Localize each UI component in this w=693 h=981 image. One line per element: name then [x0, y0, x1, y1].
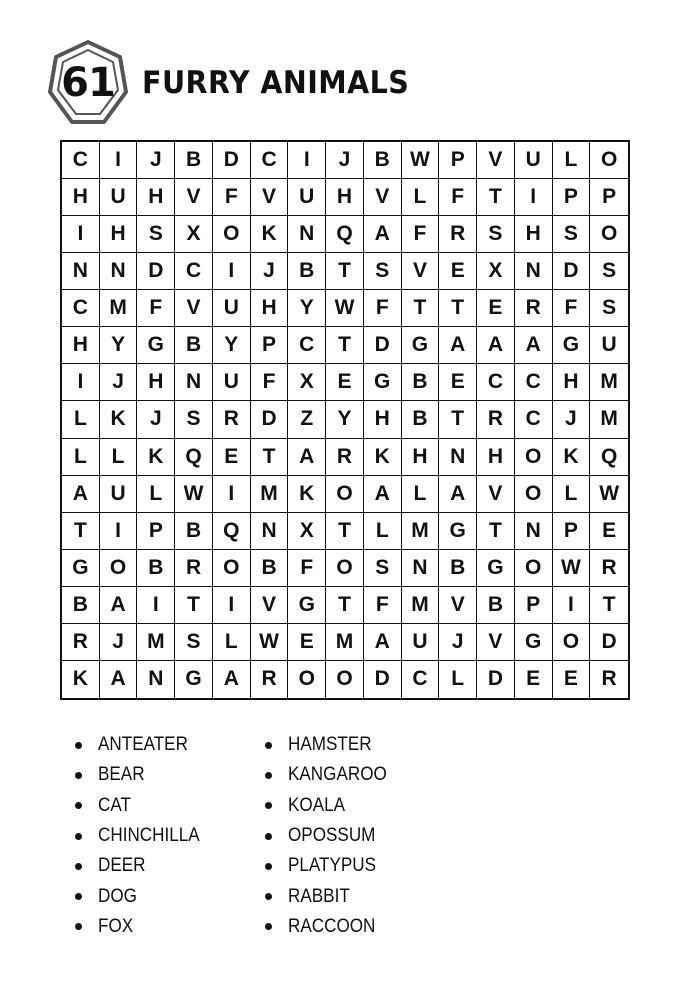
- grid-cell[interactable]: O: [326, 661, 364, 698]
- grid-cell[interactable]: Y: [213, 327, 251, 364]
- grid-cell[interactable]: K: [137, 439, 175, 476]
- grid-cell[interactable]: S: [364, 253, 402, 290]
- grid-cell[interactable]: V: [477, 142, 515, 179]
- grid-cell[interactable]: D: [364, 661, 402, 698]
- grid-cell[interactable]: C: [62, 142, 100, 179]
- grid-cell[interactable]: Z: [288, 401, 326, 438]
- grid-cell[interactable]: M: [402, 587, 440, 624]
- grid-cell[interactable]: O: [515, 476, 553, 513]
- grid-cell[interactable]: V: [477, 624, 515, 661]
- grid-cell[interactable]: E: [326, 364, 364, 401]
- bullet-dot-icon: [265, 772, 272, 779]
- grid-cell[interactable]: K: [100, 401, 138, 438]
- grid-cell[interactable]: G: [62, 550, 100, 587]
- grid-cell[interactable]: T: [326, 513, 364, 550]
- bullet-dot-icon: [75, 893, 82, 900]
- grid-cell[interactable]: G: [515, 624, 553, 661]
- puzzle-header: [46, 37, 433, 129]
- grid-cell[interactable]: H: [137, 179, 175, 216]
- grid-cell[interactable]: I: [213, 476, 251, 513]
- grid-cell[interactable]: Q: [175, 439, 213, 476]
- grid-cell[interactable]: A: [364, 476, 402, 513]
- grid-cell[interactable]: O: [213, 550, 251, 587]
- bullet-dot-icon: [75, 923, 82, 930]
- grid-cell[interactable]: T: [439, 401, 477, 438]
- grid-cell[interactable]: Y: [100, 327, 138, 364]
- grid-cell[interactable]: N: [175, 364, 213, 401]
- grid-cell[interactable]: F: [439, 179, 477, 216]
- word-list-item: [75, 881, 265, 911]
- word-list-item: [75, 730, 265, 760]
- grid-cell[interactable]: R: [477, 401, 515, 438]
- word-label: BEAR: [98, 764, 145, 786]
- grid-cell[interactable]: E: [439, 253, 477, 290]
- grid-cell[interactable]: V: [251, 179, 289, 216]
- bullet-dot-icon: [75, 833, 82, 840]
- grid-cell[interactable]: T: [62, 513, 100, 550]
- grid-cell[interactable]: O: [213, 216, 251, 253]
- puzzle-number-badge: [46, 38, 130, 128]
- grid-cell[interactable]: S: [477, 216, 515, 253]
- grid-cell[interactable]: N: [515, 513, 553, 550]
- grid-cell[interactable]: U: [590, 327, 628, 364]
- grid-cell[interactable]: B: [439, 550, 477, 587]
- grid-cell[interactable]: M: [137, 624, 175, 661]
- grid-cell[interactable]: D: [553, 253, 591, 290]
- grid-cell[interactable]: H: [364, 401, 402, 438]
- word-list-item: [75, 821, 265, 851]
- word-list-item: [265, 791, 455, 821]
- word-list-item: [75, 912, 265, 942]
- grid-cell[interactable]: A: [477, 327, 515, 364]
- grid-cell[interactable]: T: [477, 513, 515, 550]
- grid-cell[interactable]: N: [439, 439, 477, 476]
- grid-cell[interactable]: X: [288, 364, 326, 401]
- word-list-item: [265, 912, 455, 942]
- grid-cell[interactable]: J: [326, 142, 364, 179]
- grid-cell[interactable]: J: [439, 624, 477, 661]
- grid-cell[interactable]: I: [213, 253, 251, 290]
- grid-cell[interactable]: L: [439, 661, 477, 698]
- grid-cell[interactable]: L: [402, 476, 440, 513]
- grid-cell[interactable]: U: [515, 142, 553, 179]
- grid-cell[interactable]: B: [402, 364, 440, 401]
- grid-cell[interactable]: D: [364, 327, 402, 364]
- word-label: KANGAROO: [288, 764, 387, 786]
- word-label: CAT: [98, 794, 131, 816]
- grid-cell[interactable]: T: [326, 327, 364, 364]
- grid-cell[interactable]: Q: [326, 216, 364, 253]
- grid-cell[interactable]: O: [553, 624, 591, 661]
- grid-cell[interactable]: X: [477, 253, 515, 290]
- grid-cell[interactable]: G: [288, 587, 326, 624]
- grid-cell[interactable]: L: [402, 179, 440, 216]
- grid-cell[interactable]: B: [62, 587, 100, 624]
- word-label: OPOSSUM: [288, 825, 376, 847]
- grid-cell[interactable]: A: [439, 327, 477, 364]
- grid-cell[interactable]: B: [175, 142, 213, 179]
- word-label: KOALA: [288, 794, 346, 816]
- grid-cell[interactable]: C: [477, 364, 515, 401]
- word-list-item: [265, 730, 455, 760]
- grid-cell[interactable]: J: [137, 401, 175, 438]
- grid-cell[interactable]: A: [439, 476, 477, 513]
- grid-cell[interactable]: B: [402, 401, 440, 438]
- grid-cell[interactable]: S: [175, 624, 213, 661]
- grid-cell[interactable]: O: [590, 216, 628, 253]
- grid-cell[interactable]: U: [100, 179, 138, 216]
- grid-cell[interactable]: N: [100, 253, 138, 290]
- word-list-left-column: [75, 730, 265, 942]
- grid-cell[interactable]: L: [100, 439, 138, 476]
- grid-cell[interactable]: S: [590, 253, 628, 290]
- grid-cell[interactable]: I: [553, 587, 591, 624]
- grid-cell[interactable]: W: [402, 142, 440, 179]
- grid-cell[interactable]: T: [326, 587, 364, 624]
- bullet-dot-icon: [265, 742, 272, 749]
- grid-cell[interactable]: S: [137, 216, 175, 253]
- grid-cell[interactable]: S: [590, 290, 628, 327]
- grid-cell[interactable]: C: [288, 327, 326, 364]
- grid-cell[interactable]: E: [477, 290, 515, 327]
- word-label: DEER: [98, 855, 146, 877]
- grid-cell[interactable]: I: [100, 142, 138, 179]
- grid-cell[interactable]: P: [137, 513, 175, 550]
- grid-cell[interactable]: E: [439, 364, 477, 401]
- grid-cell[interactable]: E: [213, 439, 251, 476]
- grid-cell[interactable]: A: [62, 476, 100, 513]
- grid-cell[interactable]: I: [288, 142, 326, 179]
- grid-cell[interactable]: C: [62, 290, 100, 327]
- bullet-dot-icon: [75, 802, 82, 809]
- grid-cell[interactable]: R: [439, 216, 477, 253]
- grid-cell[interactable]: E: [553, 661, 591, 698]
- grid-cell[interactable]: J: [100, 624, 138, 661]
- grid-cell[interactable]: K: [288, 476, 326, 513]
- grid-cell[interactable]: F: [364, 290, 402, 327]
- grid-cell[interactable]: D: [590, 624, 628, 661]
- grid-cell[interactable]: X: [175, 216, 213, 253]
- grid-cell[interactable]: A: [288, 439, 326, 476]
- word-label: ANTEATER: [98, 734, 188, 756]
- grid-cell[interactable]: S: [364, 550, 402, 587]
- bullet-dot-icon: [75, 863, 82, 870]
- grid-cell[interactable]: G: [175, 661, 213, 698]
- grid-cell[interactable]: V: [402, 253, 440, 290]
- word-label: PLATYPUS: [288, 855, 377, 877]
- grid-cell[interactable]: G: [553, 327, 591, 364]
- grid-cell[interactable]: H: [402, 439, 440, 476]
- grid-cell[interactable]: B: [175, 327, 213, 364]
- grid-cell[interactable]: U: [288, 179, 326, 216]
- grid-cell[interactable]: N: [288, 216, 326, 253]
- grid-cell[interactable]: K: [251, 216, 289, 253]
- grid-cell[interactable]: P: [553, 513, 591, 550]
- grid-cell[interactable]: O: [515, 550, 553, 587]
- grid-cell[interactable]: L: [137, 476, 175, 513]
- grid-cell[interactable]: B: [477, 587, 515, 624]
- grid-cell[interactable]: P: [251, 327, 289, 364]
- grid-cell[interactable]: G: [137, 327, 175, 364]
- grid-cell[interactable]: T: [175, 587, 213, 624]
- grid-cell[interactable]: O: [326, 476, 364, 513]
- grid-cell[interactable]: A: [100, 661, 138, 698]
- grid-cell[interactable]: A: [364, 216, 402, 253]
- grid-cell[interactable]: J: [100, 364, 138, 401]
- grid-cell[interactable]: K: [62, 661, 100, 698]
- bullet-dot-icon: [265, 923, 272, 930]
- grid-cell[interactable]: T: [251, 439, 289, 476]
- grid-cell[interactable]: V: [251, 587, 289, 624]
- grid-cell[interactable]: U: [213, 290, 251, 327]
- grid-cell[interactable]: H: [62, 179, 100, 216]
- grid-cell[interactable]: Q: [213, 513, 251, 550]
- grid-cell[interactable]: L: [553, 476, 591, 513]
- grid-cell[interactable]: F: [137, 290, 175, 327]
- bullet-dot-icon: [265, 893, 272, 900]
- grid-cell[interactable]: L: [62, 439, 100, 476]
- grid-cell[interactable]: N: [137, 661, 175, 698]
- grid-cell[interactable]: R: [326, 439, 364, 476]
- grid-cell[interactable]: H: [553, 364, 591, 401]
- grid-cell[interactable]: J: [137, 142, 175, 179]
- grid-cell[interactable]: O: [590, 142, 628, 179]
- grid-cell[interactable]: V: [364, 179, 402, 216]
- grid-cell[interactable]: F: [213, 179, 251, 216]
- bullet-dot-icon: [265, 802, 272, 809]
- word-list-item: [265, 821, 455, 851]
- grid-cell[interactable]: R: [590, 550, 628, 587]
- puzzle-number: 61: [61, 60, 115, 106]
- grid-cell[interactable]: T: [439, 290, 477, 327]
- grid-cell[interactable]: D: [477, 661, 515, 698]
- grid-cell[interactable]: P: [590, 179, 628, 216]
- grid-cell[interactable]: V: [175, 179, 213, 216]
- bullet-dot-icon: [75, 742, 82, 749]
- grid-cell[interactable]: W: [590, 476, 628, 513]
- grid-cell[interactable]: D: [213, 142, 251, 179]
- grid-cell[interactable]: F: [288, 550, 326, 587]
- grid-cell[interactable]: F: [553, 290, 591, 327]
- grid-cell[interactable]: F: [251, 364, 289, 401]
- grid-cell[interactable]: I: [213, 587, 251, 624]
- grid-cell[interactable]: H: [515, 216, 553, 253]
- grid-cell[interactable]: P: [515, 587, 553, 624]
- word-list-item: [265, 851, 455, 881]
- word-list-item: [75, 851, 265, 881]
- grid-cell[interactable]: U: [100, 476, 138, 513]
- word-list-item: [75, 760, 265, 790]
- grid-cell[interactable]: G: [439, 513, 477, 550]
- grid-cell[interactable]: B: [137, 550, 175, 587]
- grid-cell[interactable]: C: [251, 142, 289, 179]
- grid-cell[interactable]: F: [364, 587, 402, 624]
- grid-cell[interactable]: L: [213, 624, 251, 661]
- word-label: FOX: [98, 915, 134, 937]
- grid-cell[interactable]: V: [175, 290, 213, 327]
- grid-cell[interactable]: I: [137, 587, 175, 624]
- word-search-grid: [60, 140, 630, 700]
- grid-cell[interactable]: O: [100, 550, 138, 587]
- bullet-dot-icon: [265, 833, 272, 840]
- grid-cell[interactable]: B: [288, 253, 326, 290]
- grid-cell[interactable]: A: [515, 327, 553, 364]
- grid-cell[interactable]: A: [100, 587, 138, 624]
- grid-cell[interactable]: E: [515, 661, 553, 698]
- word-list-item: [265, 881, 455, 911]
- grid-cell[interactable]: M: [251, 476, 289, 513]
- grid-cell[interactable]: C: [175, 253, 213, 290]
- grid-cell[interactable]: G: [477, 550, 515, 587]
- grid-cell[interactable]: S: [175, 401, 213, 438]
- grid-cell[interactable]: C: [515, 364, 553, 401]
- grid-cell[interactable]: O: [288, 661, 326, 698]
- grid-cell[interactable]: Y: [326, 401, 364, 438]
- word-list-right-column: [265, 730, 455, 942]
- grid-cell[interactable]: R: [213, 401, 251, 438]
- grid-cell[interactable]: Q: [590, 439, 628, 476]
- grid-cell[interactable]: W: [326, 290, 364, 327]
- grid-cell[interactable]: P: [439, 142, 477, 179]
- grid-cell[interactable]: P: [553, 179, 591, 216]
- grid-cell[interactable]: G: [402, 327, 440, 364]
- grid-cell[interactable]: I: [62, 364, 100, 401]
- grid-cell[interactable]: U: [213, 364, 251, 401]
- grid-cell[interactable]: R: [515, 290, 553, 327]
- word-label: HAMSTER: [288, 734, 372, 756]
- grid-cell[interactable]: H: [326, 179, 364, 216]
- grid-cell[interactable]: N: [62, 253, 100, 290]
- grid-cell[interactable]: E: [288, 624, 326, 661]
- grid-cell[interactable]: C: [515, 401, 553, 438]
- grid-cell[interactable]: E: [590, 513, 628, 550]
- grid-cell[interactable]: W: [175, 476, 213, 513]
- grid-cell[interactable]: M: [326, 624, 364, 661]
- grid-cell[interactable]: H: [477, 439, 515, 476]
- word-list-item: [75, 791, 265, 821]
- grid-cell[interactable]: H: [62, 327, 100, 364]
- grid-cell[interactable]: R: [62, 624, 100, 661]
- grid-cell[interactable]: H: [100, 216, 138, 253]
- grid-cell[interactable]: U: [402, 624, 440, 661]
- grid-cell[interactable]: B: [175, 513, 213, 550]
- grid-cell[interactable]: J: [553, 401, 591, 438]
- grid-cell[interactable]: A: [364, 624, 402, 661]
- grid-cell[interactable]: F: [402, 216, 440, 253]
- grid-cell[interactable]: S: [553, 216, 591, 253]
- grid-cell[interactable]: T: [402, 290, 440, 327]
- grid-cell[interactable]: O: [515, 439, 553, 476]
- grid-cell[interactable]: N: [515, 253, 553, 290]
- grid-cell[interactable]: L: [62, 401, 100, 438]
- grid-cell[interactable]: I: [62, 216, 100, 253]
- grid-cell[interactable]: H: [251, 290, 289, 327]
- grid-cell[interactable]: T: [477, 179, 515, 216]
- grid-cell[interactable]: R: [251, 661, 289, 698]
- puzzle-title: FURRY ANIMALS: [142, 65, 410, 101]
- grid-cell[interactable]: B: [251, 550, 289, 587]
- grid-cell[interactable]: K: [553, 439, 591, 476]
- grid-cell[interactable]: Y: [288, 290, 326, 327]
- grid-cell[interactable]: T: [326, 253, 364, 290]
- grid-cell[interactable]: D: [251, 401, 289, 438]
- word-list: [75, 730, 455, 942]
- grid-cell[interactable]: M: [590, 364, 628, 401]
- grid-cell[interactable]: M: [402, 513, 440, 550]
- grid-cell[interactable]: V: [477, 476, 515, 513]
- grid-cell[interactable]: N: [251, 513, 289, 550]
- grid-cell[interactable]: I: [515, 179, 553, 216]
- grid-cell[interactable]: R: [175, 550, 213, 587]
- grid-cell[interactable]: B: [364, 142, 402, 179]
- grid-cell[interactable]: X: [288, 513, 326, 550]
- grid-cell[interactable]: L: [553, 142, 591, 179]
- grid-cell[interactable]: N: [402, 550, 440, 587]
- bullet-dot-icon: [265, 863, 272, 870]
- word-label: DOG: [98, 885, 137, 907]
- grid-cell[interactable]: J: [251, 253, 289, 290]
- bullet-dot-icon: [75, 772, 82, 779]
- grid-cell[interactable]: I: [100, 513, 138, 550]
- grid-cell[interactable]: M: [590, 401, 628, 438]
- grid-cell[interactable]: M: [100, 290, 138, 327]
- grid-cell[interactable]: G: [364, 364, 402, 401]
- grid-cell[interactable]: R: [601, 667, 617, 691]
- grid-cell[interactable]: L: [364, 513, 402, 550]
- grid-cell[interactable]: D: [137, 253, 175, 290]
- grid-cell[interactable]: W: [553, 550, 591, 587]
- word-label: RABBIT: [288, 885, 350, 907]
- grid-cell[interactable]: K: [364, 439, 402, 476]
- grid-cell[interactable]: V: [439, 587, 477, 624]
- grid-cell[interactable]: W: [251, 624, 289, 661]
- word-list-item: [265, 760, 455, 790]
- grid-cell[interactable]: H: [137, 364, 175, 401]
- grid-cell[interactable]: A: [213, 661, 251, 698]
- grid-cell[interactable]: O: [326, 550, 364, 587]
- grid-cell[interactable]: T: [590, 587, 628, 624]
- word-label: CHINCHILLA: [98, 825, 200, 847]
- grid-cell[interactable]: C: [402, 661, 440, 698]
- word-label: RACCOON: [288, 915, 376, 937]
